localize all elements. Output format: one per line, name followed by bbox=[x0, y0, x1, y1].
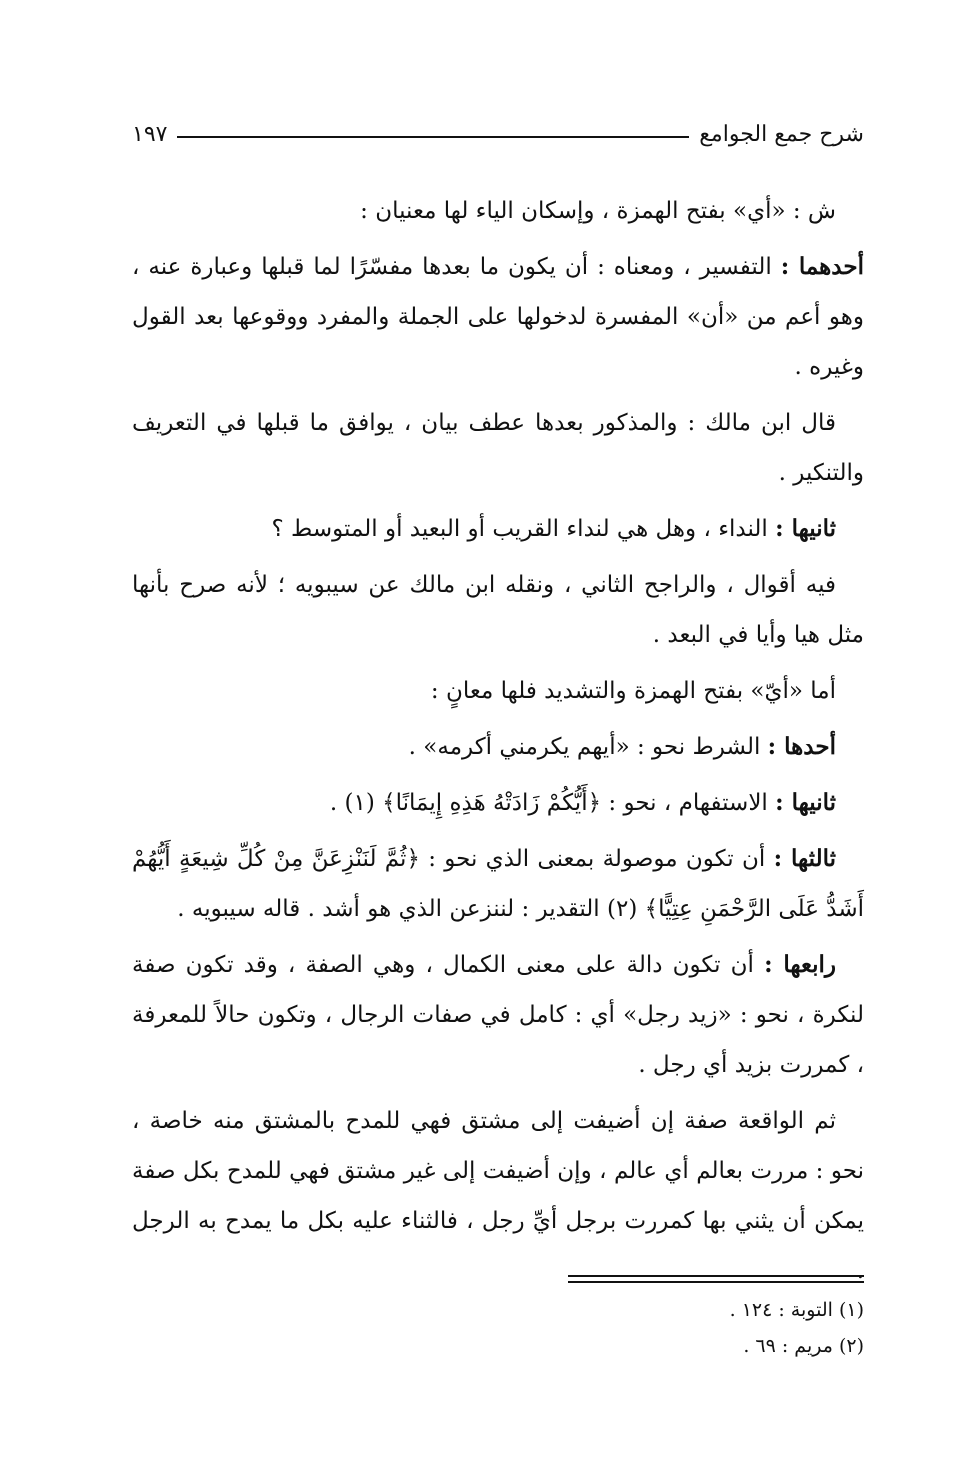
paragraph: ثالثها : أن تكون موصولة بمعنى الذي نحو : ﴿ثُمَّ لَنَنْزِعَنَّ مِنْ كُلِّ شِيعَةٍ أَيُّهُمْ أَشَدُّ عَلَى الرَّحْمَنِ عِتِيًّا﴾ (٢) التقدير : لننزعن الذي هو أشد . قاله سيبويه . bbox=[132, 845, 864, 922]
paragraph: ثم الواقعة صفة إن أضيفت إلى مشتق فهي للمدح بالمشتق منه خاصة ، نحو : مررت بعالم أي عالم ، وإن أضيفت إلى غير مشتق فهي للمدح بكل صفة يمكن أن يثني بها كمررت برجل أيِّ رجل ، فالثناء عليه بكل ما يمدح به الرجل . bbox=[132, 1108, 864, 1284]
page-number: ١٩٧ bbox=[132, 122, 168, 147]
paragraph-lead: ثالثها : bbox=[773, 845, 836, 872]
paragraph: أحدهما : التفسير ، ومعناه : أن يكون ما بعدها مفسّرًا لما قبلها وعبارة عنه ، وهو أعم من «أن» المفسرة لدخولها على الجملة والمفرد ووقوعها بعد القول وغيره . bbox=[132, 253, 864, 380]
paragraph-lead: رابعها : bbox=[764, 951, 836, 978]
body-text bbox=[132, 186, 864, 1302]
paragraph: قال ابن مالك : والمذكور بعدها عطف بيان ، يوافق ما قبلها في التعريف والتنكير . bbox=[132, 410, 864, 486]
footnote-separator bbox=[568, 1275, 864, 1283]
paragraph-lead: ثانيها : bbox=[775, 515, 836, 542]
paragraph: فيه أقوال ، والراجح الثاني ، ونقله ابن مالك عن سيبويه ؛ لأنه صرح بأنها مثل هيا وأيا في البعد . bbox=[132, 572, 864, 648]
paragraph: أحدها : الشرط نحو : «أيهم يكرمني أكرمه» . bbox=[408, 733, 836, 760]
paragraph: ش : «أي» بفتح الهمزة ، وإسكان الياء لها معنيان : bbox=[360, 198, 836, 224]
footnote: (١) التوبة : ١٢٤ . bbox=[729, 1299, 864, 1321]
footnotes bbox=[132, 1292, 864, 1364]
running-header bbox=[132, 122, 864, 147]
paragraph: ثانيها : النداء ، وهل هي لنداء القريب أو البعيد أو المتوسط ؟ bbox=[271, 515, 836, 542]
header-rule bbox=[177, 136, 689, 138]
footnote: (٢) مريم : ٦٩ . bbox=[743, 1335, 864, 1357]
paragraph: رابعها : أن تكون دالة على معنى الكمال ، وهي الصفة ، وقد تكون صفة لنكرة ، نحو : «زيد رجل» أي : كامل في صفات الرجال ، وتكون حالاً للمعرفة ، كمررت بزيد أي رجل . bbox=[132, 951, 864, 1078]
paragraph-lead: أحدها : bbox=[767, 733, 836, 760]
paragraph-lead: ثانيها : bbox=[775, 789, 836, 816]
book-title: شرح جمع الجوامع bbox=[699, 122, 864, 147]
paragraph: ثانيها : الاستفهام ، نحو : ﴿أَيُّكُمْ زَادَتْهُ هَذِهِ إِيمَانًا﴾ (١) . bbox=[329, 789, 836, 816]
paragraph: أما «أيّ» بفتح الهمزة والتشديد فلها معانٍ : bbox=[430, 678, 836, 704]
paragraph-lead: أحدهما : bbox=[780, 253, 864, 280]
